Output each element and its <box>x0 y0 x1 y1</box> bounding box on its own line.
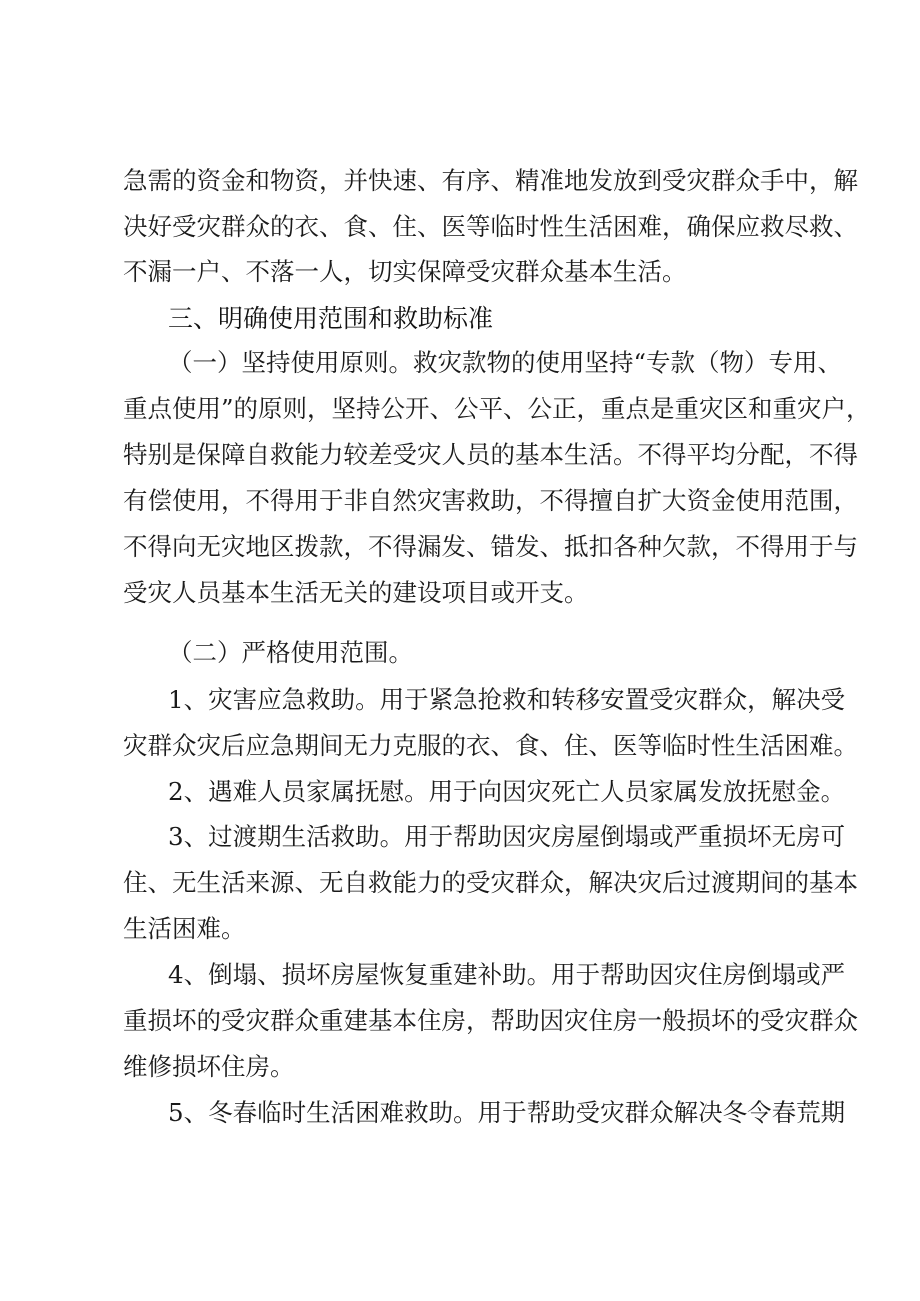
text-line: 5、冬春临时生活困难救助。用于帮助受灾群众解决冬令春荒期 <box>168 1098 846 1127</box>
text-line: 重损坏的受灾群众重建基本住房，帮助因灾住房一般损坏的受灾群众 <box>123 1006 858 1035</box>
text-line: 不漏一户、不落一人，切实保障受灾群众基本生活。 <box>123 257 687 286</box>
text-line: 1、灾害应急救助。用于紧急抢救和转移安置受灾群众，解决受 <box>168 685 846 714</box>
text-line: 有偿使用，不得用于非自然灾害救助，不得擅自扩大资金使用范围， <box>123 486 858 515</box>
text-line: 不得向无灾地区拨款，不得漏发、错发、抵扣各种欠款，不得用于与 <box>123 532 858 561</box>
text-line: 受灾人员基本生活无关的建设项目或开支。 <box>123 578 589 607</box>
text-line: 决好受灾群众的衣、食、住、医等临时性生活困难，确保应救尽救、 <box>123 212 858 241</box>
text-line: （一）坚持使用原则。救灾款物的使用坚持“专款（物）专用、 <box>168 348 843 377</box>
subheading-scope: （二）严格使用范围。 <box>168 638 413 667</box>
section-heading: 三、明确使用范围和救助标准 <box>168 304 494 333</box>
text-line: 重点使用”的原则，坚持公开、公平、公正，重点是重灾区和重灾户， <box>123 394 871 423</box>
text-line: 2、遇难人员家属抚慰。用于向因灾死亡人员家属发放抚慰金。 <box>168 777 846 806</box>
text-line: 急需的资金和物资，并快速、有序、精准地发放到受灾群众手中，解 <box>123 166 858 195</box>
text-line: 灾群众灾后应急期间无力克服的衣、食、住、医等临时性生活困难。 <box>123 731 858 760</box>
text-line: 特别是保障自救能力较差受灾人员的基本生活。不得平均分配，不得 <box>123 440 858 469</box>
text-line: 4、倒塌、损坏房屋恢复重建补助。用于帮助因灾住房倒塌或严 <box>168 960 846 989</box>
text-line: 住、无生活来源、无自救能力的受灾群众，解决灾后过渡期间的基本 <box>123 868 858 897</box>
text-line: 3、过渡期生活救助。用于帮助因灾房屋倒塌或严重损坏无房可 <box>168 822 846 851</box>
text-line: 生活困难。 <box>123 914 246 943</box>
text-line: 维修损坏住房。 <box>123 1052 295 1081</box>
